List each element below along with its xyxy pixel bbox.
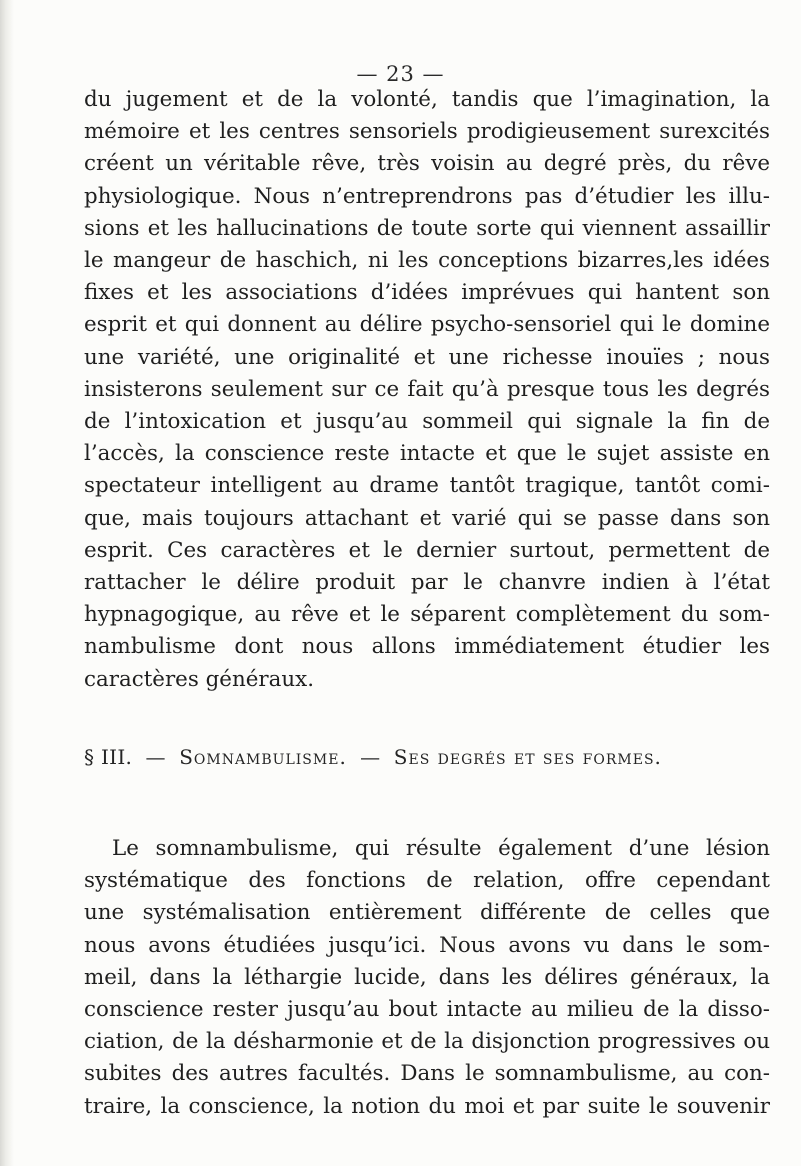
section-number: § III. [84, 745, 133, 769]
section-title: Somnambulisme. [179, 745, 347, 769]
section-subtitle: Ses degrés et ses formes. [393, 745, 662, 769]
text-line: hypnagogique, au rêve et le séparent complètement du som- [84, 602, 770, 628]
page-edge-shadow [0, 0, 14, 1166]
text-line: l’accès, la conscience reste intacte et que le sujet assiste en [84, 441, 770, 467]
text-line: du jugement et de la volonté, tandis que l’imagination, la [84, 87, 770, 112]
text-line: traire, la conscience, la notion du moi et par suite le souvenir [84, 1093, 770, 1119]
text-line: esprit. Ces caractères et le dernier surtout, permettent de [84, 537, 770, 563]
text-line: spectateur intelligent au drame tantôt tragique, tantôt comi- [84, 473, 770, 499]
text-line: conscience rester jusqu’au bout intacte au milieu de la disso- [84, 997, 770, 1023]
text-line: systématique des fonctions de relation, offre cependant [84, 868, 770, 894]
text-line: nambulisme dont nous allons immédiatement étudier les [84, 634, 770, 660]
text-line: insisterons seulement sur ce fait qu’à presque tous les degrés [84, 376, 770, 402]
section-separator: — [360, 745, 381, 769]
text-line: que, mais toujours attachant et varié qui se passe dans son [84, 505, 770, 531]
text-line: esprit et qui donnent au délire psycho-sensoriel qui le domine [84, 312, 770, 338]
text-line: une variété, une originalité et une richesse inouïes ; nous [84, 344, 770, 370]
text-line: Le somnambulisme, qui résulte également d’une lésion [112, 836, 770, 861]
section-separator: — [145, 745, 166, 769]
paragraph-somnambulism [84, 833, 770, 1123]
text-line: subites des autres facultés. Dans le somnambulisme, au con- [84, 1061, 770, 1087]
text-line: sions et les hallucinations de toute sorte qui viennent assaillir [84, 215, 770, 241]
text-line: meil, dans la léthargie lucide, dans les délires généraux, la [84, 964, 770, 990]
section-heading [84, 742, 770, 772]
text-line: caractères généraux. [84, 666, 315, 692]
text-line: fixes et les associations d’idées imprévues qui hantent son [84, 280, 770, 306]
text-line: créent un véritable rêve, très voisin au degré près, du rêve [84, 151, 770, 177]
text-line: ciation, de la désharmonie et de la disjonction progressives ou [84, 1029, 770, 1055]
text-line: mémoire et les centres sensoriels prodigieusement surexcités [84, 119, 770, 145]
text-line: le mangeur de haschich, ni les conceptions bizarres,les idées [84, 248, 770, 274]
text-line: physiologique. Nous n’entreprendrons pas d’étudier les illu- [84, 183, 770, 209]
paragraph-intoxication [84, 84, 770, 696]
page-number: — 23 — [356, 62, 445, 86]
text-line: rattacher le délire produit par le chanvre indien à l’état [84, 570, 770, 596]
text-line: nous avons étudiées jusqu’ici. Nous avons vu dans le som- [84, 932, 770, 958]
text-line: de l’intoxication et jusqu’au sommeil qui signale la fin de [84, 409, 770, 435]
text-line: une systémalisation entièrement différente de celles que [84, 900, 770, 926]
